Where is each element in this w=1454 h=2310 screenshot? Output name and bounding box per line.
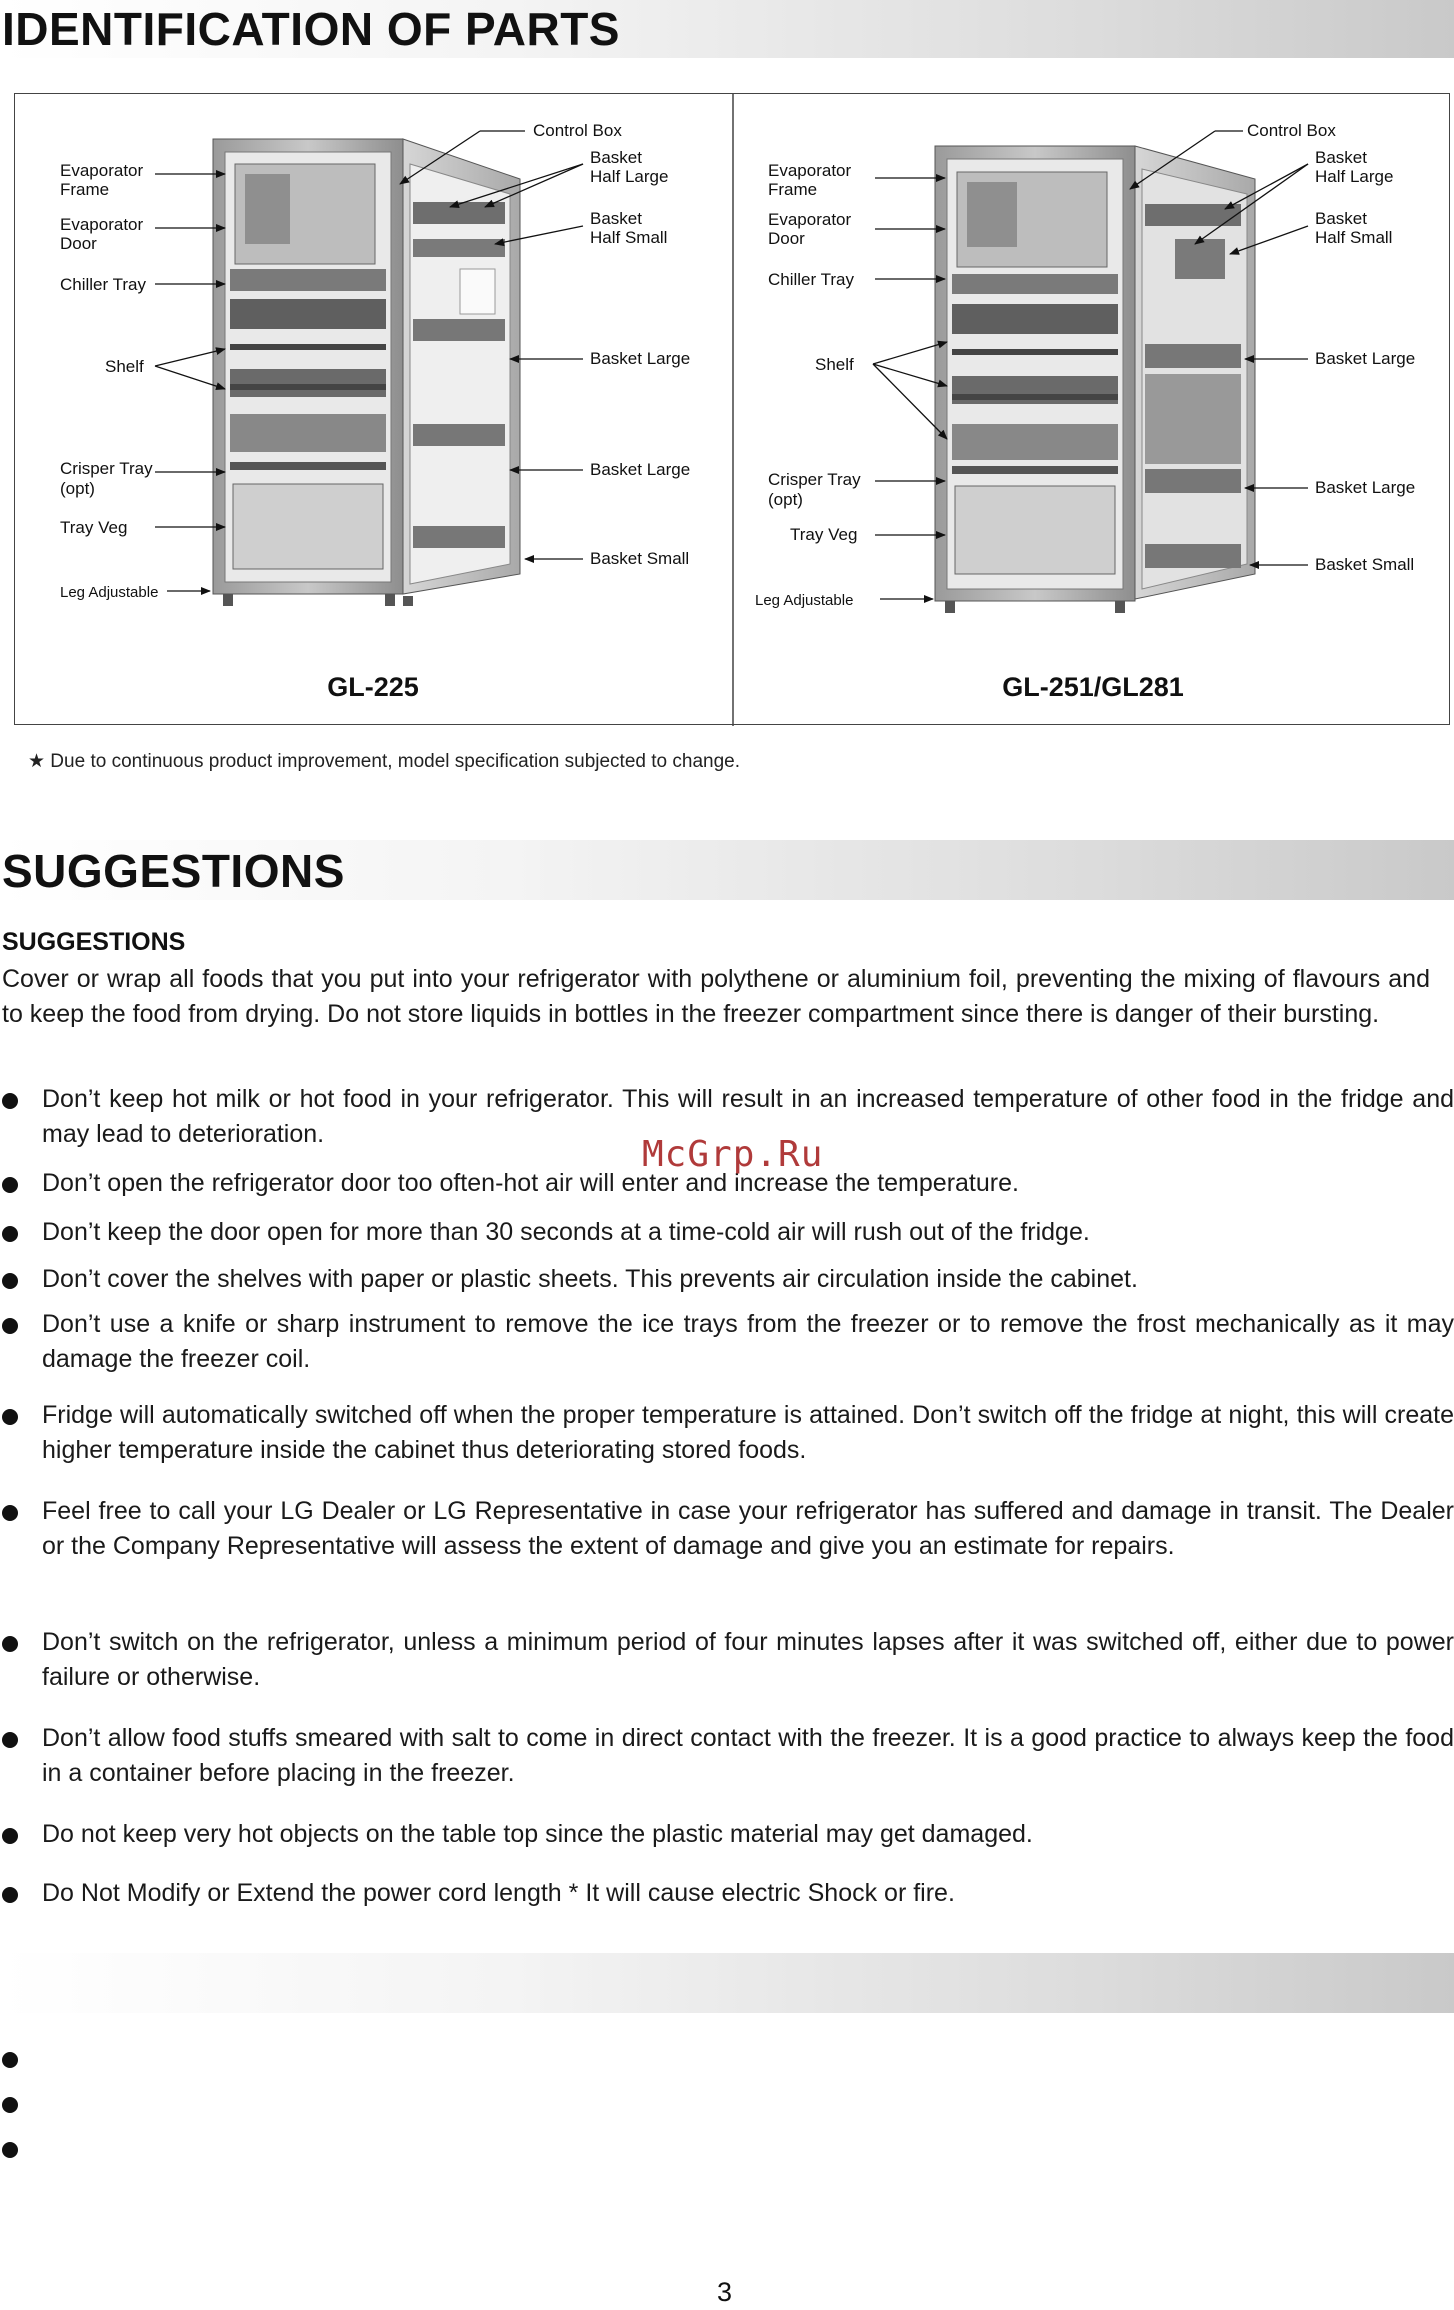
- label-chiller-tray: Chiller Tray: [60, 275, 146, 294]
- label-basket-small: Basket Small: [1315, 555, 1415, 574]
- bullet-text: Don’t allow food stuffs smeared with salt to come in direct contact with the freezer. It is a good practice to always keep the food in a container before placing in the freezer.: [42, 1724, 1454, 1787]
- label-basket-large-lower: Basket Large: [1315, 478, 1416, 497]
- label-basket-small: Basket Small: [590, 549, 690, 568]
- bullet-icon: [2, 1177, 18, 1193]
- parts-diagram: [14, 93, 1450, 725]
- label-tray-veg: Tray Veg: [60, 518, 128, 537]
- bullet-icon: [2, 2142, 18, 2158]
- section-title-identification: IDENTIFICATION OF PARTS: [2, 3, 620, 55]
- svg-text:Door: Door: [60, 234, 97, 253]
- label-control-box: Control Box: [1247, 121, 1336, 140]
- svg-text:Door: Door: [768, 229, 805, 248]
- label-evaporator-door: Evaporator: [768, 210, 852, 229]
- bullet-text: Don’t use a knife or sharp instrument to remove the ice trays from the freezer or to remove the frost mechanically as it may damage the freezer coil.: [42, 1310, 1454, 1373]
- bullet-text: Fridge will automatically switched off when the proper temperature is attained. Don’t switch off the fridge at night, this will create higher temperature inside the cabinet thus deteriorating stored foods.: [42, 1401, 1454, 1464]
- bullet-text: Feel free to call your LG Dealer or LG Representative in case your refrigerator has suffered and damage in transit. The Dealer or the Company Representative will assess the extent of damage and give you an estimate for repairs.: [42, 1497, 1454, 1560]
- bullet-icon: [2, 1273, 18, 1289]
- bullet-icon: [2, 2052, 18, 2068]
- bullet-text: Don’t cover the shelves with paper or plastic sheets. This prevents air circulation inside the cabinet.: [42, 1265, 1138, 1293]
- svg-text:Half Large: Half Large: [590, 167, 669, 186]
- label-leg-adjustable: Leg Adjustable: [60, 584, 159, 601]
- svg-text:Half Small: Half Small: [590, 228, 668, 247]
- label-basket-half-large: Basket: [590, 148, 642, 167]
- label-basket-half-large: Basket: [1315, 148, 1367, 167]
- fridge-illustration-right: [935, 146, 1255, 613]
- label-shelf: Shelf: [105, 357, 144, 376]
- section-title-suggestions: SUGGESTIONS: [2, 845, 345, 897]
- label-tray-veg: Tray Veg: [790, 525, 858, 544]
- label-basket-large-upper: Basket Large: [590, 349, 691, 368]
- bullet-icon: [2, 1887, 18, 1903]
- svg-text:Frame: Frame: [60, 180, 110, 199]
- label-basket-half-small: Basket: [590, 209, 642, 228]
- model-label-gl251: GL-251/GL281: [1002, 672, 1184, 702]
- model-label-gl225: GL-225: [327, 672, 419, 702]
- bullet-icon: [2, 1093, 18, 1109]
- label-chiller-tray: Chiller Tray: [768, 270, 854, 289]
- left-labels-left: [60, 161, 225, 601]
- label-shelf: Shelf: [815, 355, 854, 374]
- label-basket-large-lower: Basket Large: [590, 460, 691, 479]
- bullet-text: Don’t keep hot milk or hot food in your refrigerator. This will result in an increased temperature of other food in the fridge and may lead to deterioration.: [42, 1085, 1454, 1148]
- label-evaporator-door: Evaporator: [60, 215, 144, 234]
- bullet-text: Don’t open the refrigerator door too often-hot air will enter and increase the temperature.: [42, 1169, 1019, 1197]
- fridge-illustration-left: [213, 139, 520, 606]
- label-control-box: Control Box: [533, 121, 622, 140]
- label-leg-adjustable: Leg Adjustable: [755, 592, 854, 609]
- page-number: 3: [717, 2277, 733, 2307]
- label-evaporator-frame: Evaporator: [60, 161, 144, 180]
- svg-text:(opt): (opt): [60, 479, 95, 498]
- bullet-text: Don’t switch on the refrigerator, unless a minimum period of four minutes lapses after it was switched off, either due to power failure or otherwise.: [42, 1628, 1454, 1691]
- svg-text:(opt): (opt): [768, 490, 803, 509]
- label-basket-large-upper: Basket Large: [1315, 349, 1416, 368]
- svg-text:Frame: Frame: [768, 180, 818, 199]
- bullet-icon: [2, 1409, 18, 1425]
- bullet-text: Don’t keep the door open for more than 30 seconds at a time-cold air will rush out of the fridge.: [42, 1218, 1090, 1246]
- product-change-note: ★ Due to continuous product improvement, model specification subjected to change.: [28, 751, 740, 772]
- right-labels-left: [755, 161, 947, 609]
- bullet-icon: [2, 2097, 18, 2113]
- label-crisper-tray: Crisper Tray: [60, 459, 153, 478]
- label-basket-half-small: Basket: [1315, 209, 1367, 228]
- bullet-text: Do not keep very hot objects on the table top since the plastic material may get damaged.: [42, 1820, 1033, 1848]
- bullet-icon: [2, 1226, 18, 1242]
- diagram-drawing: [15, 94, 1451, 726]
- watermark: McGrp.Ru: [642, 1134, 824, 1175]
- bullet-icon: [2, 1636, 18, 1652]
- svg-text:Half Small: Half Small: [1315, 228, 1393, 247]
- bullet-icon: [2, 1318, 18, 1334]
- label-evaporator-frame: Evaporator: [768, 161, 852, 180]
- label-crisper-tray: Crisper Tray: [768, 470, 861, 489]
- bullet-icon: [2, 1732, 18, 1748]
- suggestions-subheading: SUGGESTIONS: [2, 928, 186, 956]
- section-header-band-empty: [0, 1953, 1454, 2013]
- suggestions-intro: Cover or wrap all foods that you put into your refrigerator with polythene or aluminium foil, preventing the mixing of flavours and to keep the food from drying. Do not store liquids in bottles in the freezer compartment since there is danger of their bursting.: [2, 965, 1430, 1028]
- svg-text:Half Large: Half Large: [1315, 167, 1394, 186]
- bullet-text: Do Not Modify or Extend the power cord length * It will cause electric Shock or fire.: [42, 1879, 955, 1907]
- bullet-icon: [2, 1505, 18, 1521]
- bullet-icon: [2, 1828, 18, 1844]
